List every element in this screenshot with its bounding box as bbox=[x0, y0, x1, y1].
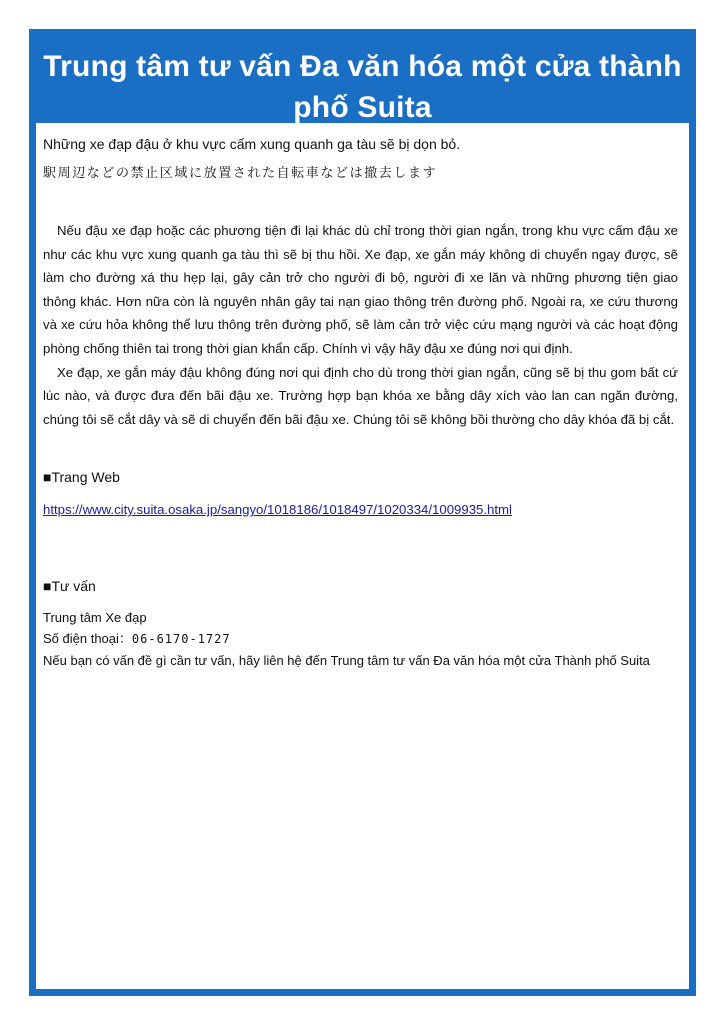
page-title: Trung tâm tư vấn Đa văn hóa một cửa thành phố Suita bbox=[43, 50, 682, 123]
consult-heading: ■Tư vấn bbox=[43, 578, 96, 595]
intro-vietnamese: Những xe đạp đậu ở khu vực cấm xung quanh ga tàu sẽ bị dọn bỏ. bbox=[43, 136, 461, 152]
phone-number: 06-6170-1727 bbox=[131, 632, 231, 647]
web-heading: ■Trang Web bbox=[43, 469, 120, 486]
consult-center: Trung tâm Xe đạp bbox=[43, 610, 147, 626]
intro-japanese: 駅周辺などの禁止区域に放置された自転車などは撤去します bbox=[43, 166, 438, 181]
body-paragraph-2: Xe đạp, xe gắn máy đậu không đúng nơi qui định cho dù trong thời gian ngắn, cũng sẽ bị thu gom bất cứ lúc nào, và được đưa đến bãi đậu xe. Trường hợp bạn khóa xe bằng dây xích vào lan can ngăn đường, chúng tôi sẽ cắt dây và sẽ di chuyển đến bãi đậu xe. Chúng tôi sẽ không bồi thường cho dây khóa đã bị cắt. bbox=[43, 364, 678, 427]
page-frame bbox=[29, 29, 696, 996]
phone-label: Số điện thoại： bbox=[43, 631, 132, 647]
consult-phone-line bbox=[43, 628, 678, 650]
web-link[interactable]: https://www.city.suita.osaka.jp/sangyo/1018186/1018497/1020334/1009935.html bbox=[43, 502, 512, 518]
body-paragraph-1: Nếu đậu xe đạp hoặc các phương tiện đi lại khác dù chỉ trong thời gian ngắn, trong khu vực cấm đậu xe như các khu vực xung quanh ga tàu thì sẽ bị thu hồi. Xe đạp, xe gắn máy không di chuyển ngay được, sẽ làm cho đường xá thu hẹp lại, gây cản trở cho người đi bộ, người đi xe lăn và những phương tiện giao thông khác. Hơn nữa còn là nguyên nhân gây tai nạn giao thông trên đường phố. Ngoài ra, xe cứu thương và xe cứu hỏa không thể lưu thông trên đường phố, sẽ làm cản trở việc cứu mạng người và các hoạt động phòng chống thiên tai trong thời gian khẩn cấp. Chính vì vậy hãy đậu xe đúng nơi qui định. bbox=[43, 223, 678, 356]
content-area bbox=[43, 130, 678, 671]
header-banner bbox=[36, 36, 689, 123]
consult-note: Nếu bạn có vấn đề gì cần tư vấn, hãy liên hệ đến Trung tâm tư vấn Đa văn hóa một cửa Thành phố Suita bbox=[43, 653, 650, 669]
